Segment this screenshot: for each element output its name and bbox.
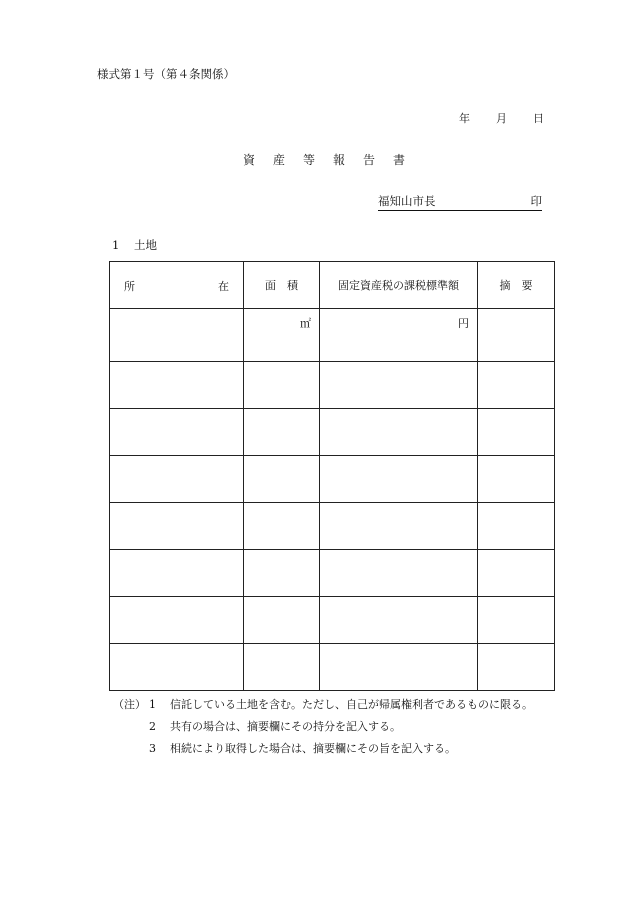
section-title: 土地	[134, 238, 157, 252]
title-char: 産	[273, 153, 286, 167]
remarks-cell[interactable]	[478, 503, 555, 550]
table-row	[110, 362, 555, 409]
land-table	[109, 261, 555, 691]
location-cell[interactable]	[110, 456, 244, 503]
table-row	[110, 503, 555, 550]
section-heading	[112, 237, 157, 253]
area-cell[interactable]	[244, 409, 320, 456]
tax-base-unit: 円	[458, 317, 469, 330]
title-char: 告	[363, 153, 376, 167]
date-line	[459, 110, 544, 126]
location-cell[interactable]	[110, 503, 244, 550]
tax-base-cell[interactable]	[320, 503, 478, 550]
form-number-label: 様式第１号（第４条関係）	[97, 67, 235, 81]
month-label: 月	[496, 112, 507, 125]
year-label: 年	[459, 112, 470, 125]
note-text: 共有の場合は、摘要欄にその持分を記入する。	[170, 720, 401, 733]
location-cell[interactable]	[110, 550, 244, 597]
area-cell[interactable]	[244, 309, 320, 362]
table-row	[110, 644, 555, 691]
section-number: 1	[112, 238, 120, 252]
location-cell[interactable]	[110, 644, 244, 691]
remarks-cell[interactable]	[478, 309, 555, 362]
table-row	[110, 550, 555, 597]
area-cell[interactable]	[244, 503, 320, 550]
tax-base-cell[interactable]	[320, 456, 478, 503]
seal-mark: 印	[530, 194, 542, 208]
tax-base-cell[interactable]	[320, 550, 478, 597]
remarks-cell[interactable]	[478, 456, 555, 503]
day-label: 日	[533, 112, 544, 125]
area-cell[interactable]	[244, 456, 320, 503]
table-header-row	[110, 262, 555, 309]
table-row	[110, 456, 555, 503]
area-header: 面 積	[244, 262, 320, 309]
table-row	[110, 597, 555, 644]
title-char: 書	[393, 153, 406, 167]
table-row	[110, 309, 555, 362]
area-cell[interactable]	[244, 362, 320, 409]
location-cell[interactable]	[110, 362, 244, 409]
location-cell[interactable]	[110, 597, 244, 644]
addressee-name: 福知山市長	[378, 194, 436, 208]
notes-prefix: （注）	[113, 698, 146, 711]
location-header	[110, 262, 244, 309]
area-cell[interactable]	[244, 550, 320, 597]
note-text: 信託している土地を含む。ただし、自己が帰属権利者であるものに限る。	[170, 698, 533, 711]
note-number: 1	[149, 698, 156, 711]
tax-base-header: 固定資産税の課税標準額	[320, 262, 478, 309]
title-char: 資	[243, 153, 256, 167]
location-header-right: 在	[218, 280, 229, 293]
title-char: 等	[303, 153, 316, 167]
note-number: 2	[149, 720, 156, 733]
tax-base-cell[interactable]	[320, 597, 478, 644]
title-char: 報	[333, 153, 346, 167]
addressee-line	[378, 193, 542, 211]
remarks-cell[interactable]	[478, 409, 555, 456]
area-cell[interactable]	[244, 644, 320, 691]
location-cell[interactable]	[110, 409, 244, 456]
note-text: 相続により取得した場合は、摘要欄にその旨を記入する。	[170, 742, 456, 755]
tax-base-cell[interactable]	[320, 362, 478, 409]
remarks-header: 摘 要	[478, 262, 555, 309]
remarks-cell[interactable]	[478, 550, 555, 597]
document-title	[243, 151, 423, 168]
tax-base-cell[interactable]	[320, 644, 478, 691]
area-cell[interactable]	[244, 597, 320, 644]
location-cell[interactable]	[110, 309, 244, 362]
tax-base-cell[interactable]	[320, 309, 478, 362]
note-number: 3	[149, 742, 156, 755]
location-header-left: 所	[124, 280, 135, 293]
tax-base-cell[interactable]	[320, 409, 478, 456]
remarks-cell[interactable]	[478, 644, 555, 691]
area-unit: ㎡	[300, 317, 311, 330]
remarks-cell[interactable]	[478, 597, 555, 644]
remarks-cell[interactable]	[478, 362, 555, 409]
table-row	[110, 409, 555, 456]
